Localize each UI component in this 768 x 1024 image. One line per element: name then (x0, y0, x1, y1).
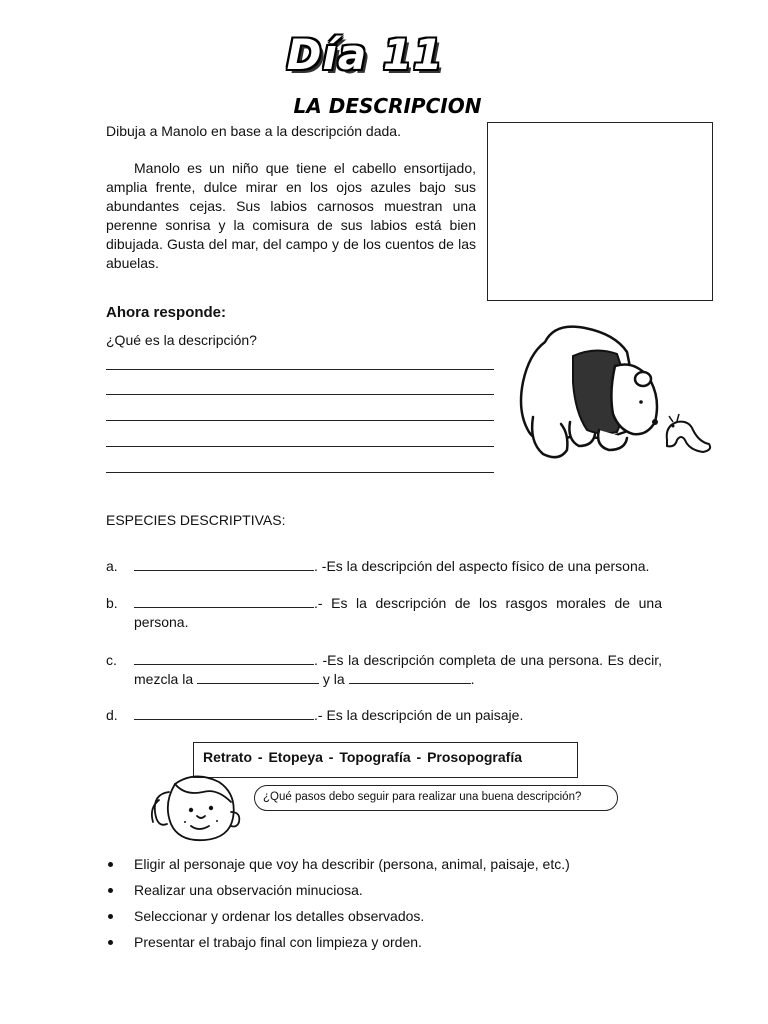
step-item: Seleccionar y ordenar los detalles observados. (106, 903, 706, 929)
species-item-c (106, 651, 662, 689)
steps-list (106, 851, 706, 955)
answer-line[interactable] (106, 369, 494, 370)
answer-line[interactable] (106, 420, 494, 421)
blank-field[interactable] (349, 671, 471, 684)
species-heading: ESPECIES DESCRIPTIVAS: (106, 512, 286, 528)
item-letter: b. (106, 595, 118, 611)
step-item: Realizar una observación minuciosa. (106, 877, 706, 903)
step-item: Eligir al personaje que voy ha describir (persona, animal, paisaje, etc.) (106, 851, 706, 877)
species-item-a (106, 557, 662, 576)
day-title: Día 11 (286, 30, 444, 79)
species-item-d (106, 706, 662, 725)
item-text: . (470, 671, 475, 687)
blank-field[interactable] (197, 671, 319, 684)
species-item-b (106, 594, 662, 632)
blank-field[interactable] (134, 652, 314, 665)
blank-field[interactable] (134, 595, 314, 608)
description-paragraph: Manolo es un niño que tiene el cabello ensortijado, amplia frente, dulce mirar en los ojos azules bajo sus abundantes cejas. Sus labios carnosos muestran una perenne sonrisa y la comisura de sus labios está bien dibujada. Gusta del mar, del campo y de los cuentos de las abuelas. (106, 160, 476, 271)
item-letter: d. (106, 707, 118, 723)
page-title: LA DESCRIPCION (293, 94, 482, 118)
item-letter: a. (106, 558, 118, 574)
answer-line[interactable] (106, 446, 494, 447)
answer-line[interactable] (106, 472, 494, 473)
drawing-instruction: Dibuja a Manolo en base a la descripción dada. (106, 123, 401, 139)
word-bank: Retrato - Etopeya - Topografía - Prosopografía (193, 742, 578, 778)
speech-bubble: ¿Qué pasos debo seguir para realizar una buena descripción? (254, 785, 618, 811)
item-text: .- Es la descripción de los rasgos morales de una persona. (134, 595, 662, 630)
drawing-box[interactable] (487, 122, 713, 301)
blank-field[interactable] (134, 707, 314, 720)
question-text: ¿Qué es la descripción? (106, 332, 257, 348)
item-text: . -Es la descripción completa de una persona. Es decir, mezcla la (134, 652, 662, 687)
step-item: Presentar el trabajo final con limpieza y orden. (106, 929, 706, 955)
blank-field[interactable] (134, 558, 314, 571)
bear-illustration (515, 322, 715, 464)
item-letter: c. (106, 652, 117, 668)
item-text: .- Es la descripción de un paisaje. (314, 707, 524, 723)
answer-line[interactable] (106, 394, 494, 395)
item-text: . -Es la descripción del aspecto físico de una persona. (314, 558, 650, 574)
girl-face-illustration (145, 772, 245, 844)
item-text: y la (322, 671, 345, 687)
respond-heading: Ahora responde: (106, 304, 227, 321)
